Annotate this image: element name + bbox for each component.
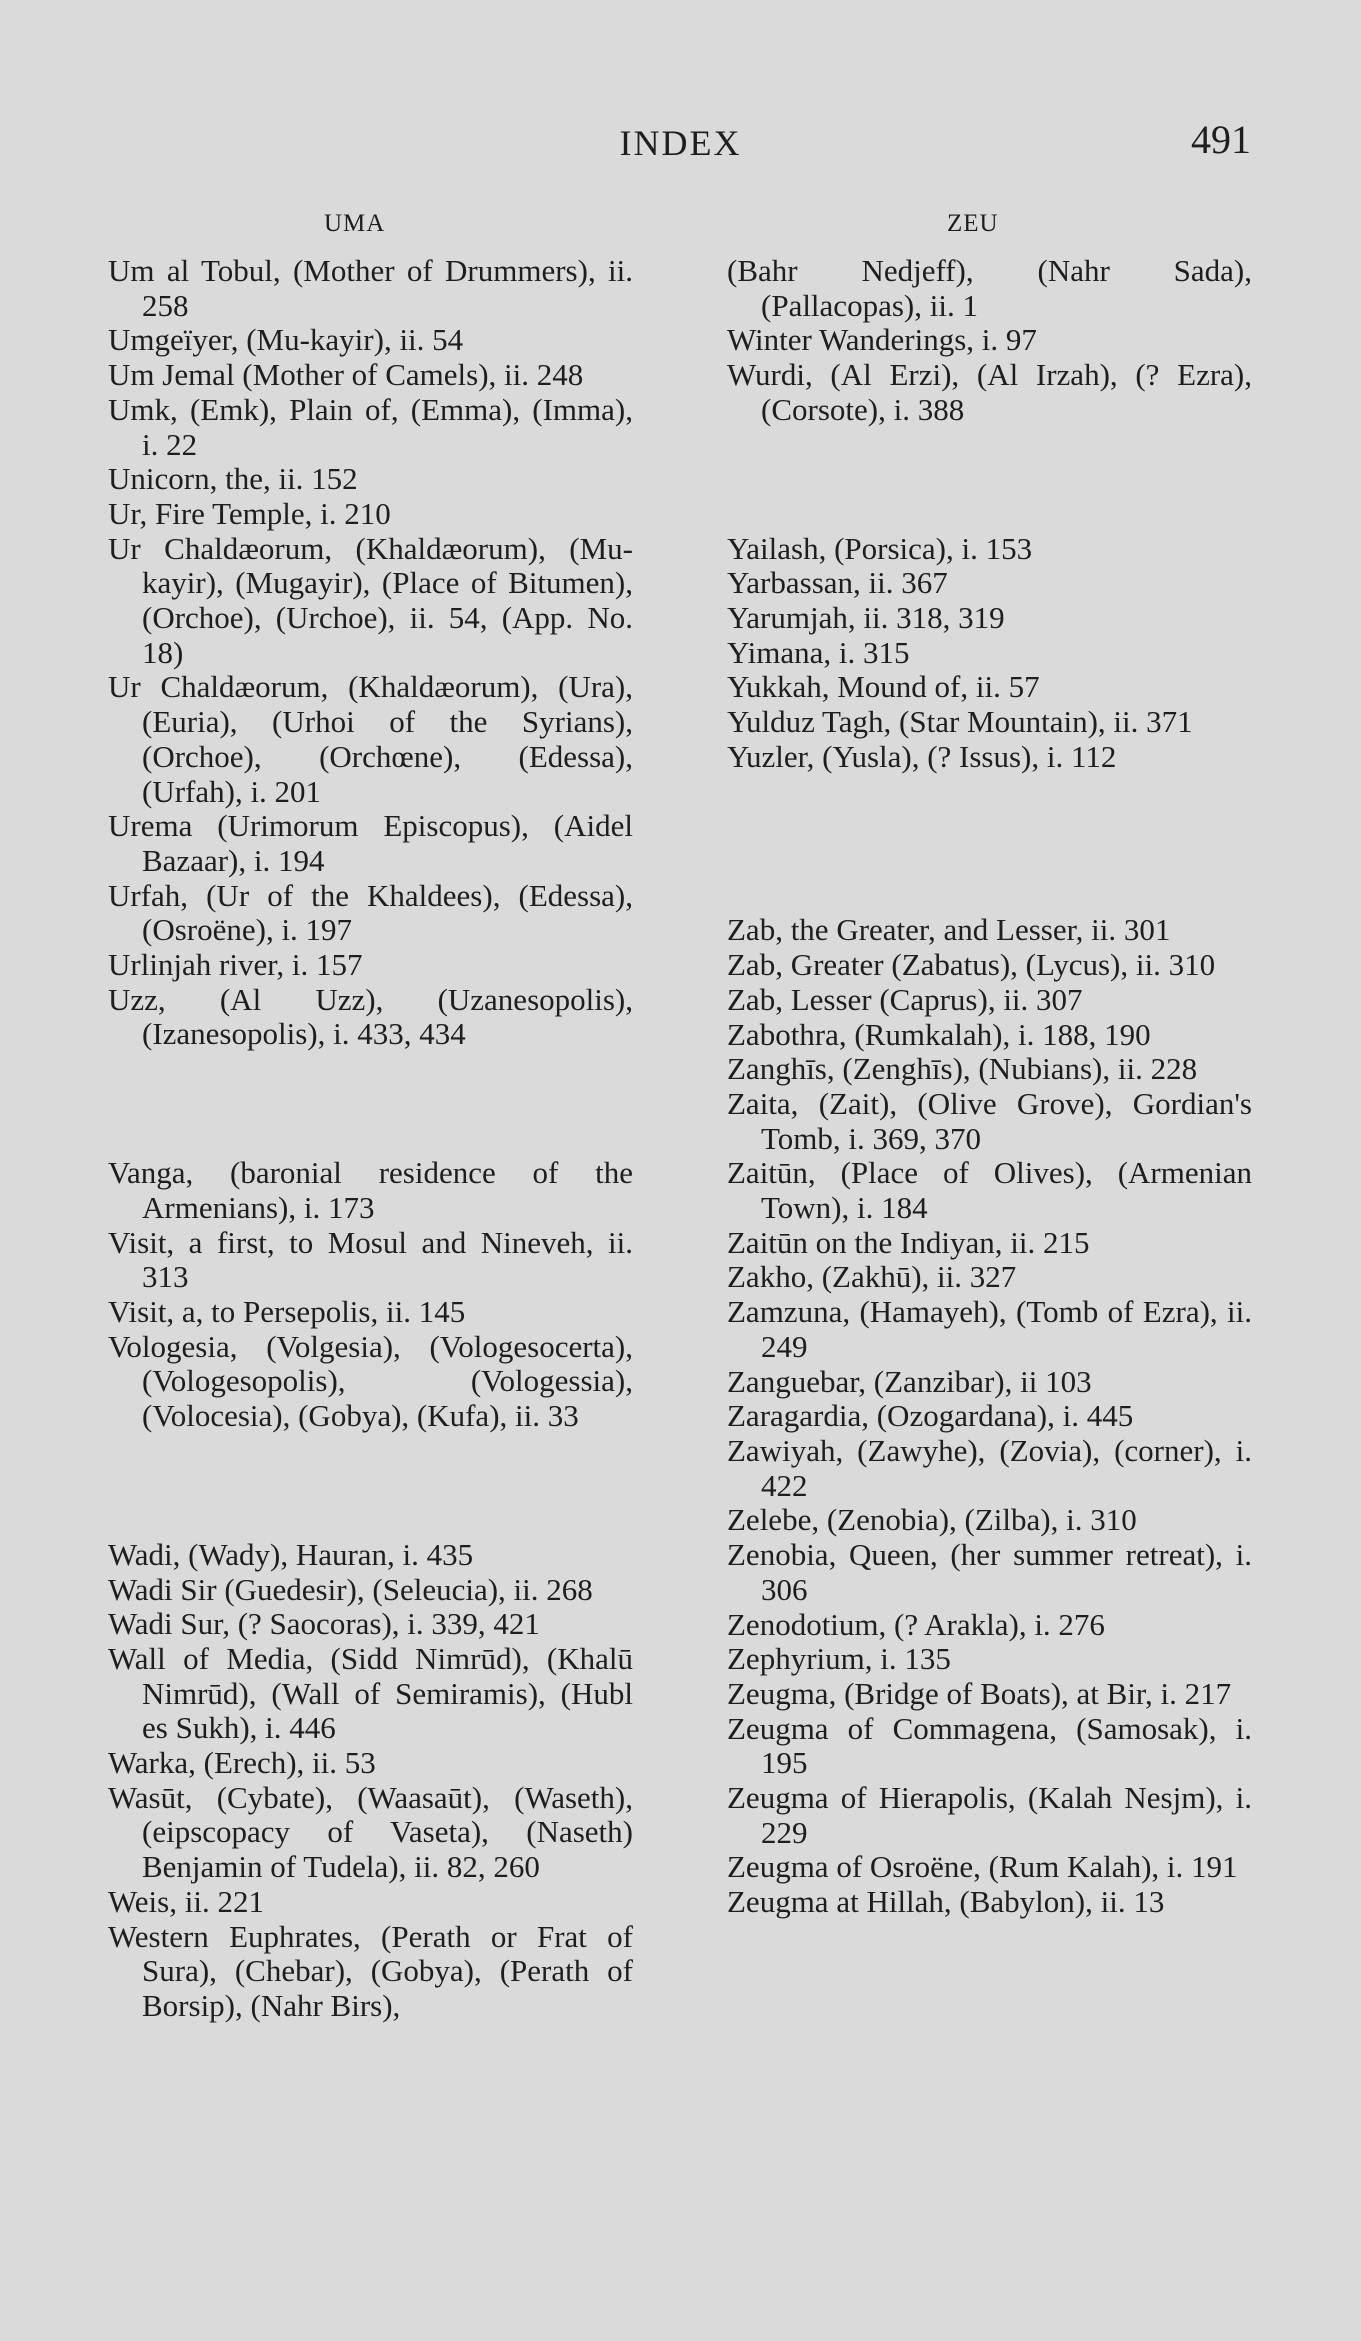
index-entry: Yuzler, (Yusla), (? Issus), i. 112 (727, 738, 1117, 774)
guide-word-left: UMA (324, 210, 386, 237)
section-gap (108, 1052, 633, 1156)
index-entry: Yukkah, Mound of, ii. 57 (727, 669, 1040, 705)
index-entry: Winter Wanderings, i. 97 (727, 322, 1037, 358)
index-entry: Urema (Urimorum Episcopus), (Aidel Bazaar), i. 194 (108, 808, 633, 878)
guide-word-right: ZEU (947, 210, 999, 237)
index-entry: Zeugma, (Bridge of Boats), at Bir, i. 217 (727, 1675, 1232, 1711)
index-entry: Umgeïyer, (Mu-kayir), ii. 54 (108, 322, 464, 358)
index-entry: Visit, a first, to Mosul and Nineveh, ii. 313 (108, 1224, 633, 1295)
index-entry: Yimana, i. 315 (727, 634, 910, 670)
index-entry: Zab, Lesser (Caprus), ii. 307 (727, 981, 1083, 1017)
index-entry: Warka, (Erech), ii. 53 (108, 1745, 376, 1781)
index-entry: Urfah, (Ur of the Khaldees), (Edessa), (Osroëne), i. 197 (108, 877, 633, 948)
index-entry: Umk, (Emk), Plain of, (Emma), (Imma), i. 22 (108, 391, 633, 462)
index-entry: Yulduz Tagh, (Star Mountain), ii. 371 (727, 704, 1193, 740)
index-entry: Zelebe, (Zenobia), (Zilba), i. 310 (727, 1502, 1137, 1538)
index-entry: Zaita, (Zait), (Olive Grove), Gordian's Tomb, i. 369, 370 (727, 1085, 1252, 1156)
index-entry: Uzz, (Al Uzz), (Uzanesopolis), (Izanesopolis), i. 433, 434 (108, 981, 633, 1052)
index-entry: Um Jemal (Mother of Camels), ii. 248 (108, 357, 584, 393)
index-entry: Wall of Media, (Sidd Nimrūd), (Khalū Nimrūd), (Wall of Semiramis), (Hubl es Sukh), i. 446 (108, 1640, 633, 1746)
index-entry: Zenobia, Queen, (her summer retreat), i. 306 (727, 1537, 1252, 1607)
page-title: INDEX (619, 123, 742, 163)
index-entry: Zeugma of Hierapolis, (Kalah Nesjm), i. 229 (727, 1780, 1252, 1850)
index-entry: Weis, ii. 221 (108, 1883, 264, 1919)
section-gap (108, 1434, 633, 1538)
index-entry: Zamzuna, (Hamayeh), (Tomb of Ezra), ii. 249 (727, 1294, 1252, 1364)
index-entry: Zeugma of Commagena, (Samosak), i. 195 (727, 1710, 1252, 1781)
index-entry: Yailash, (Porsica), i. 153 (727, 530, 1033, 566)
index-entry: Zawiyah, (Zawyhe), (Zovia), (corner), i. 422 (727, 1432, 1252, 1503)
index-entry: Zephyrium, i. 135 (727, 1641, 951, 1677)
index-entry: Urlinjah river, i. 157 (108, 947, 363, 983)
index-entry: Wadi Sir (Guedesir), (Seleucia), ii. 268 (108, 1571, 593, 1607)
section-gap (727, 428, 1252, 532)
index-entry: Zaragardia, (Ozogardana), i. 445 (727, 1398, 1134, 1434)
index-entries-left (108, 254, 633, 2024)
index-entry: Zaitūn on the Indiyan, ii. 215 (727, 1224, 1090, 1260)
index-entry: Ur Chaldæorum, (Khaldæorum), (Ura), (Euria), (Urhoi of the Syrians), (Orchoe), (Orchœne), (Edessa), (Urfah), i. 201 (108, 669, 633, 809)
index-entry: Yarbassan, ii. 367 (727, 565, 948, 601)
index-entry: Zanghīs, (Zenghīs), (Nubians), ii. 228 (727, 1051, 1198, 1087)
index-entry: Wadi Sur, (? Saocoras), i. 339, 421 (108, 1606, 540, 1642)
page-number: 491 (1191, 117, 1251, 162)
index-entry: Zeugma of Osroëne, (Rum Kalah), i. 191 (727, 1849, 1238, 1885)
index-entry: Zab, Greater (Zabatus), (Lycus), ii. 310 (727, 947, 1216, 983)
index-entry: Yarumjah, ii. 318, 319 (727, 599, 1005, 635)
index-entry: Vologesia, (Volgesia), (Vologesocerta), (Vologesopolis), (Vologessia), (Volocesia), (Gobya), (Kufa), ii. 33 (108, 1328, 633, 1434)
index-entry: Wasūt, (Cybate), (Waasaūt), (Waseth), (eipscopacy of Vaseta), (Naseth) Benjamin of Tudela), ii. 82, 260 (108, 1779, 633, 1885)
index-entry: Ur, Fire Temple, i. 210 (108, 495, 391, 531)
index-entry: Zanguebar, (Zanzibar), ii 103 (727, 1363, 1092, 1399)
index-entry: Visit, a, to Persepolis, ii. 145 (108, 1293, 466, 1329)
index-entry: (Bahr Nedjeff), (Nahr Sada), (Pallacopas), ii. 1 (727, 253, 1252, 323)
index-entry: Wadi, (Wady), Hauran, i. 435 (108, 1536, 474, 1572)
index-entry: Zeugma at Hillah, (Babylon), ii. 13 (727, 1884, 1165, 1920)
index-entry: Ur Chaldæorum, (Khaldæorum), (Mu-kayir), (Mugayir), (Place of Bitumen), (Orchoe), (Urchoe), ii. 54, (App. No. 18) (108, 530, 633, 670)
index-entry: Wurdi, (Al Erzi), (Al Irzah), (? Ezra), (Corsote), i. 388 (727, 357, 1252, 427)
index-entry: Vanga, (baronial residence of the Armenians), i. 173 (108, 1155, 633, 1225)
index-entry: Zenodotium, (? Arakla), i. 276 (727, 1606, 1105, 1642)
index-entry: Zabothra, (Rumkalah), i. 188, 190 (727, 1016, 1151, 1052)
index-entry: Um al Tobul, (Mother of Drummers), ii. 258 (108, 253, 633, 323)
index-entry: Western Euphrates, (Perath or Frat of Sura), (Chebar), (Gobya), (Perath of Borsip), (Nahr Birs), (108, 1918, 633, 2023)
section-gap (727, 774, 1252, 913)
index-entries-right (727, 254, 1252, 1920)
index-entry: Zaitūn, (Place of Olives), (Armenian Town), i. 184 (727, 1155, 1252, 1226)
index-entry: Zakho, (Zakhū), ii. 327 (727, 1259, 1017, 1295)
index-entry: Unicorn, the, ii. 152 (108, 461, 358, 497)
index-entry: Zab, the Greater, and Lesser, ii. 301 (727, 912, 1171, 948)
